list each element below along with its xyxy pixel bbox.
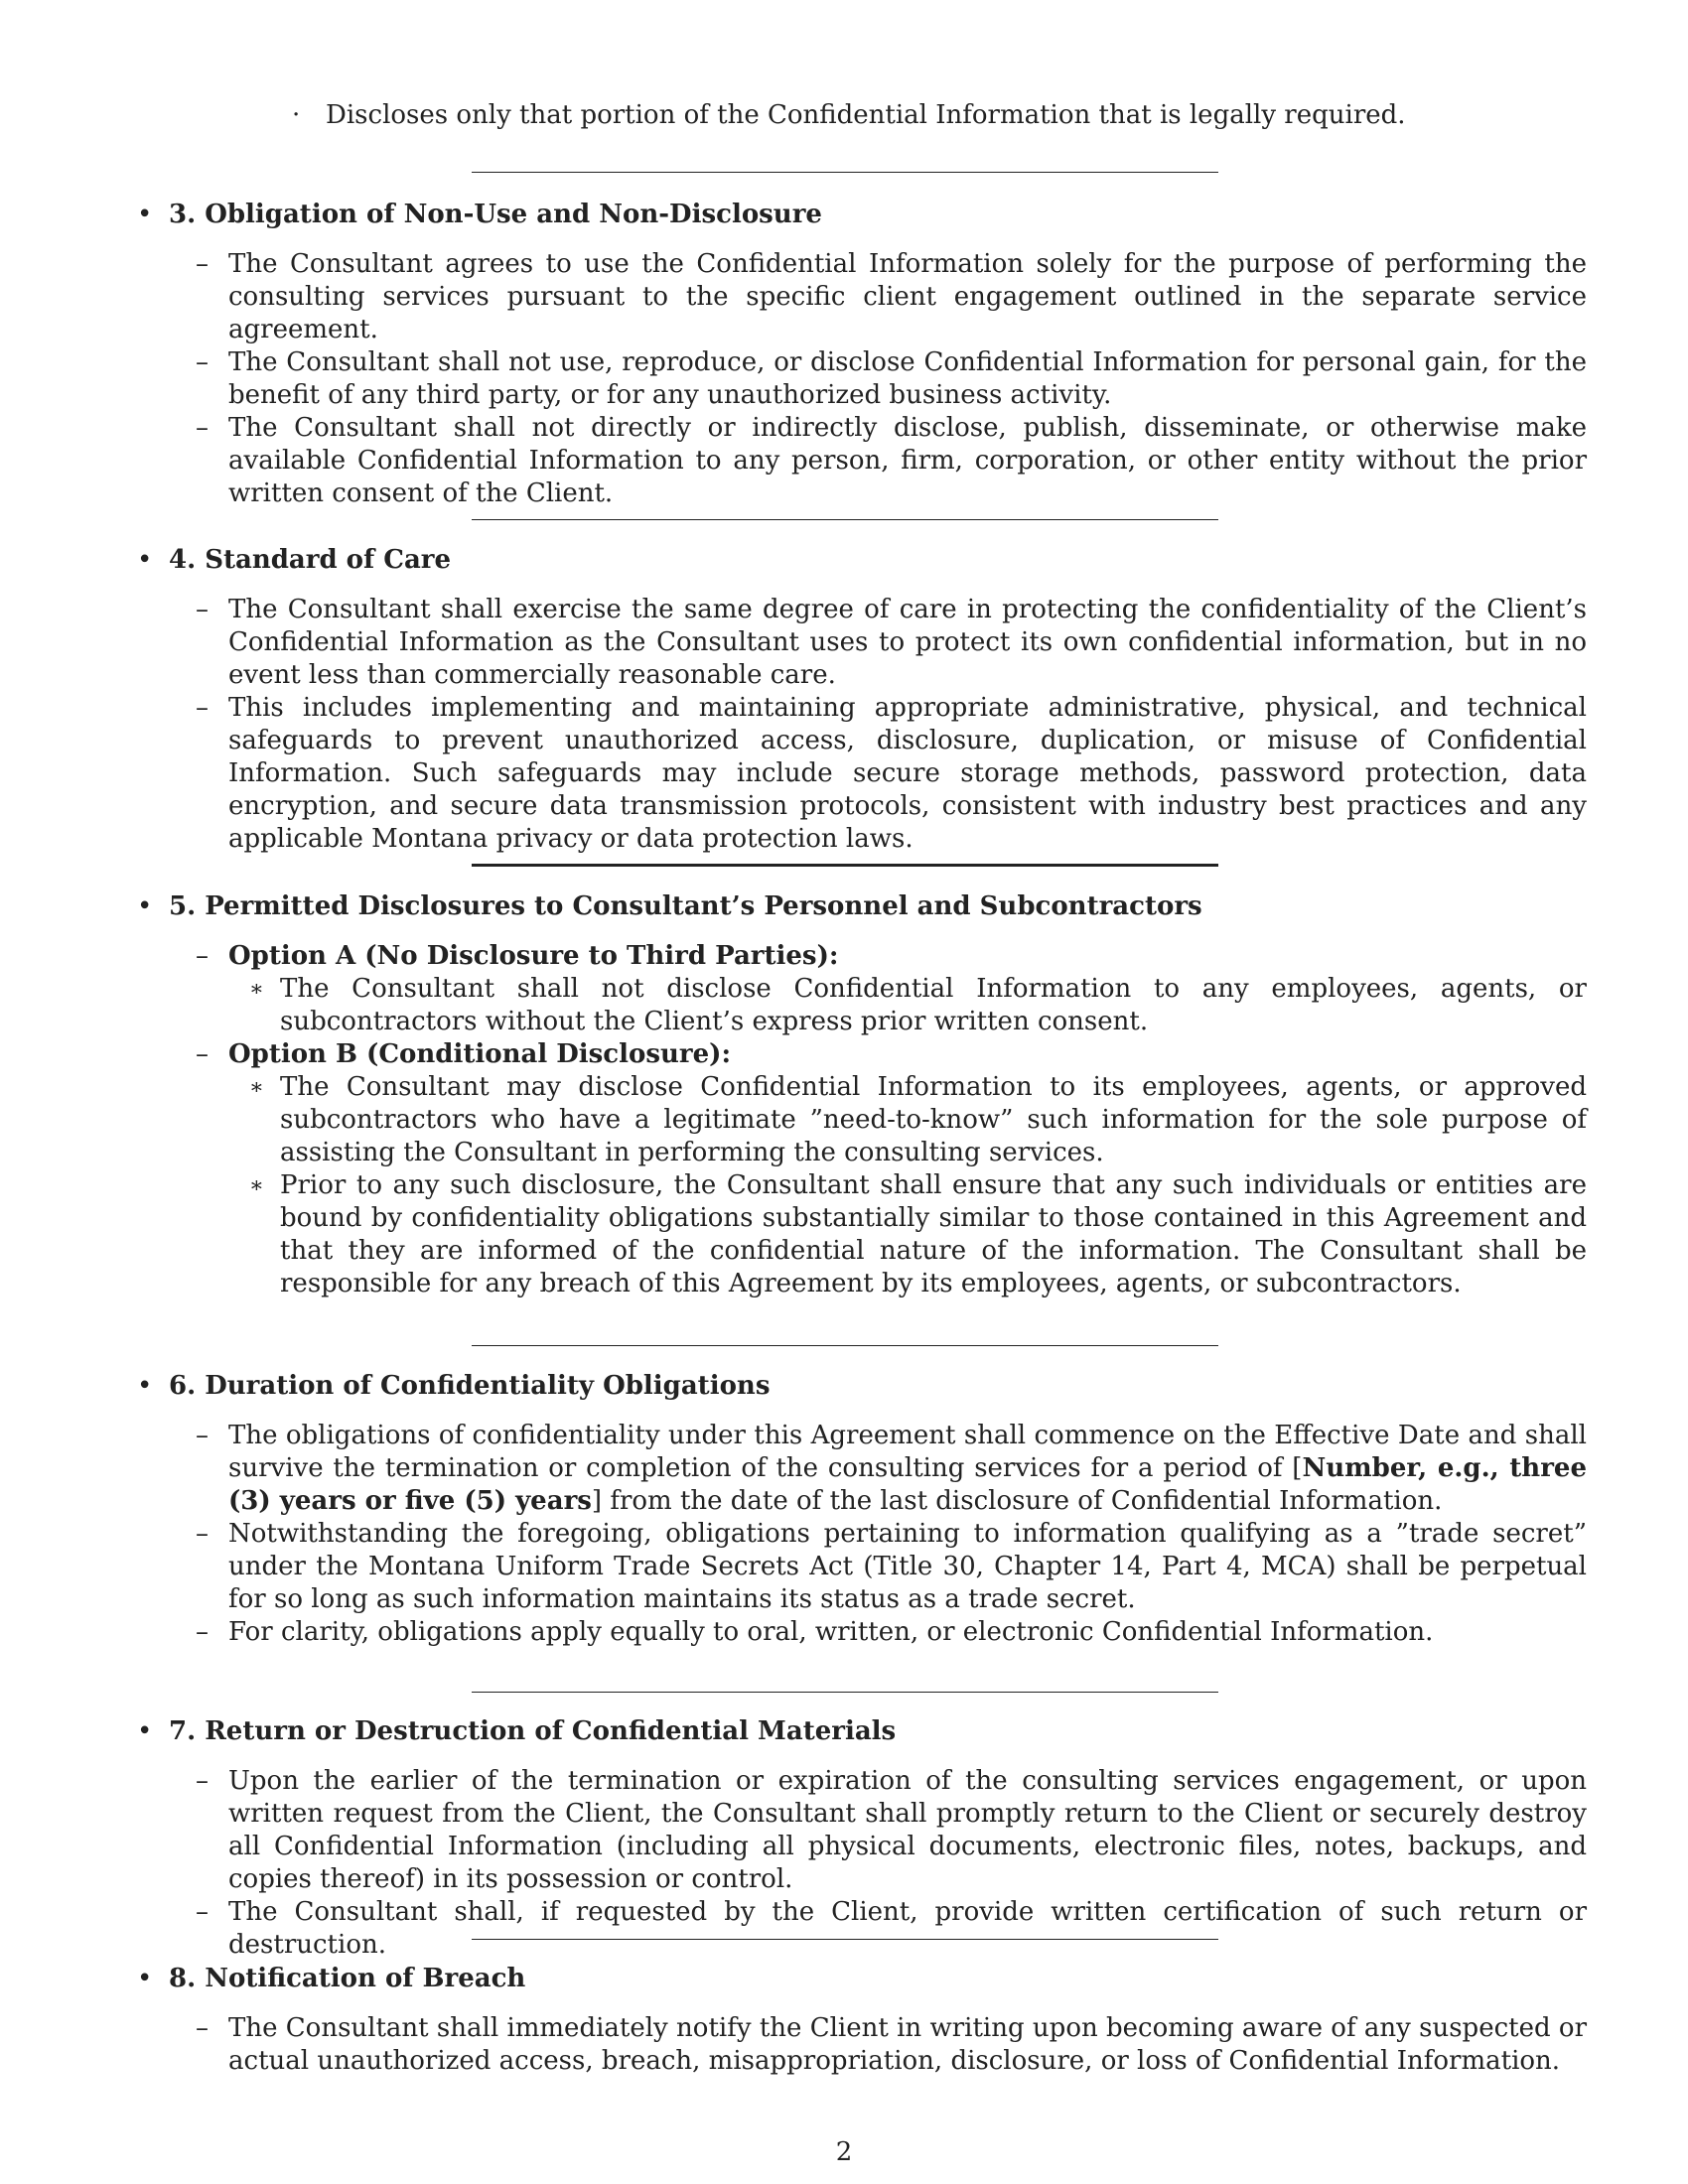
list-item-text: The Consultant shall immediately notify the Client in writing upon becoming aware of any suspected or actual unauthorized access, breach, misappropriation, disclosure, or loss of Confidential Information.: [228, 2013, 1587, 2076]
bullet-marker: •: [137, 1964, 153, 1993]
list-item-text: The Consultant may disclose Confidential Information to its employees, agents, or approved subcontractors who have a legitimate ”need-to-know” such information for the sole purpose of assisting the Consultant in performing the consulting services.: [280, 1072, 1587, 1167]
list-item: [137, 412, 1587, 510]
placeholder-term: Number, e.g., three (3) years or five (5) years: [228, 1453, 1587, 1516]
list-item: [137, 346, 1587, 412]
section-title: 6. Duration of Confidentiality Obligations: [169, 1371, 771, 1401]
list-item-text-end: ] from the date of the last disclosure of Confidential Information.: [591, 1486, 1443, 1516]
section-title: 8. Notification of Breach: [169, 1964, 526, 1993]
bullet-marker: •: [137, 200, 153, 229]
list-item-text: This includes implementing and maintaining appropriate administrative, physical, and technical safeguards to prevent unauthorized access, disclosure, duplication, or misuse of Confidential Information. Such safeguards may include secure storage methods, password protection, data encryption, and secure data transmission protocols, consistent with industry best practices and any applicable Montana privacy or data protection laws.: [228, 693, 1587, 854]
bullet-marker: •: [137, 891, 153, 921]
section-heading: [137, 544, 1587, 577]
dash-marker: –: [196, 1617, 209, 1647]
list-item-text: Prior to any such disclosure, the Consultant shall ensure that any such individuals or entities are bound by confidentiality obligations substantially similar to those contained in this Agreement and that they are informed of the confidential nature of the information. The Consultant shall be responsible for any breach of this Agreement by its employees, agents, or subcontractors.: [280, 1170, 1587, 1298]
dash-marker: –: [196, 1039, 209, 1069]
section-divider: [472, 1692, 1218, 1693]
dash-marker: –: [196, 249, 209, 279]
dash-marker: –: [196, 1897, 209, 1927]
list-item-text: The Consultant shall exercise the same degree of care in protecting the confidentiality of the Client’s Confidential Information as the Consultant uses to protect its own confidential information, but in no event less than commercially reasonable care.: [228, 595, 1587, 690]
section-title: 5. Permitted Disclosures to Consultant’s Personnel and Subcontractors: [169, 891, 1202, 921]
star-marker: ∗: [249, 1173, 264, 1198]
list-item: [137, 1518, 1587, 1616]
list-item-text: Upon the earlier of the termination or expiration of the consulting services engagement, or upon written request from the Client, the Consultant shall promptly return to the Client or securely destroy all Confidential Information (including all physical documents, electronic files, notes, backups, and copies thereof) in its possession or control.: [228, 1766, 1587, 1894]
list-item-text: The Consultant shall not disclose Confidential Information to any employees, agents, or subcontractors without the Client’s express prior written consent.: [280, 974, 1587, 1036]
section-divider: [472, 1345, 1218, 1346]
section-6: [137, 1370, 1587, 1649]
option-a-heading: [137, 940, 1587, 973]
section-divider: [472, 864, 1218, 867]
list-item-text: Discloses only that portion of the Confidential Information that is legally required.: [326, 100, 1406, 130]
list-item: [137, 1420, 1587, 1518]
dash-marker: –: [196, 1766, 209, 1796]
bullet-marker: •: [137, 545, 153, 575]
section-heading: [137, 199, 1587, 231]
section-divider: [472, 172, 1218, 173]
section-heading: [137, 1715, 1587, 1748]
list-item-text: The Consultant agrees to use the Confidential Information solely for the purpose of performing the consulting services pursuant to the specific client engagement outlined in the separate service agreement.: [228, 249, 1587, 344]
section-4: [137, 544, 1587, 856]
option-b-heading: [137, 1038, 1587, 1071]
section-heading: [137, 1370, 1587, 1403]
section-7: [137, 1715, 1587, 1962]
dash-marker: –: [196, 1421, 209, 1450]
dash-marker: –: [196, 693, 209, 723]
section-divider: [472, 519, 1218, 520]
dash-marker: –: [196, 413, 209, 443]
list-item: [137, 1896, 1587, 1962]
list-item: [137, 2012, 1587, 2078]
list-item: [137, 248, 1587, 346]
section-title: 3. Obligation of Non-Use and Non-Disclosure: [169, 200, 822, 229]
list-item-text: Notwithstanding the foregoing, obligations pertaining to information qualifying as a ”trade secret” under the Montana Uniform Trade Secrets Act (Title 30, Chapter 14, Part 4, MCA) shall be perpetual for so long as such information maintains its status as a trade secret.: [228, 1519, 1587, 1614]
section-divider: [472, 1939, 1218, 1940]
bullet-marker: •: [137, 1371, 153, 1401]
option-label: Option B (Conditional Disclosure):: [228, 1039, 732, 1069]
list-item-text: For clarity, obligations apply equally to oral, written, or electronic Confidential Information.: [228, 1617, 1434, 1647]
section-heading: [137, 890, 1587, 923]
star-marker: ∗: [249, 1075, 264, 1100]
list-item: [137, 1765, 1587, 1896]
option-label: Option A (No Disclosure to Third Parties):: [228, 941, 839, 971]
section-title: 7. Return or Destruction of Confidential Materials: [169, 1716, 897, 1746]
list-item-text-start: The obligations of confidentiality under this Agreement shall commence on the Effective Date and shall survive the termination or completion of the consulting services for a period of [: [228, 1421, 1587, 1483]
section-3: [137, 199, 1587, 510]
dash-marker: –: [196, 1519, 209, 1549]
section-heading: [137, 1963, 1587, 1995]
section-title: 4. Standard of Care: [169, 545, 452, 575]
section-8: [137, 1963, 1587, 2078]
list-item-text: The Consultant shall not directly or indirectly disclose, publish, disseminate, or otherwise make available Confidential Information to any person, firm, corporation, or other entity without the prior written consent of the Client.: [228, 413, 1587, 508]
sub-list-item: [137, 1071, 1587, 1169]
dash-marker: –: [196, 347, 209, 377]
section-5: [137, 890, 1587, 1300]
list-item: [137, 594, 1587, 692]
dash-marker: –: [196, 941, 209, 971]
bullet-marker: •: [137, 1716, 153, 1746]
list-marker: ·: [292, 100, 301, 130]
page-number: 2: [835, 2137, 853, 2167]
list-item-text: The Consultant shall, if requested by the Client, provide written certification of such return or destruction.: [228, 1897, 1587, 1960]
dash-marker: –: [196, 2013, 209, 2043]
list-item: [137, 1616, 1587, 1649]
star-marker: ∗: [249, 977, 264, 1002]
sub-list-item: [137, 973, 1587, 1038]
list-item-text: The Consultant shall not use, reproduce, or disclose Confidential Information for personal gain, for the benefit of any third party, or for any unauthorized business activity.: [228, 347, 1587, 410]
sub-list-item: [137, 1169, 1587, 1300]
dash-marker: –: [196, 595, 209, 624]
list-item: [137, 692, 1587, 856]
